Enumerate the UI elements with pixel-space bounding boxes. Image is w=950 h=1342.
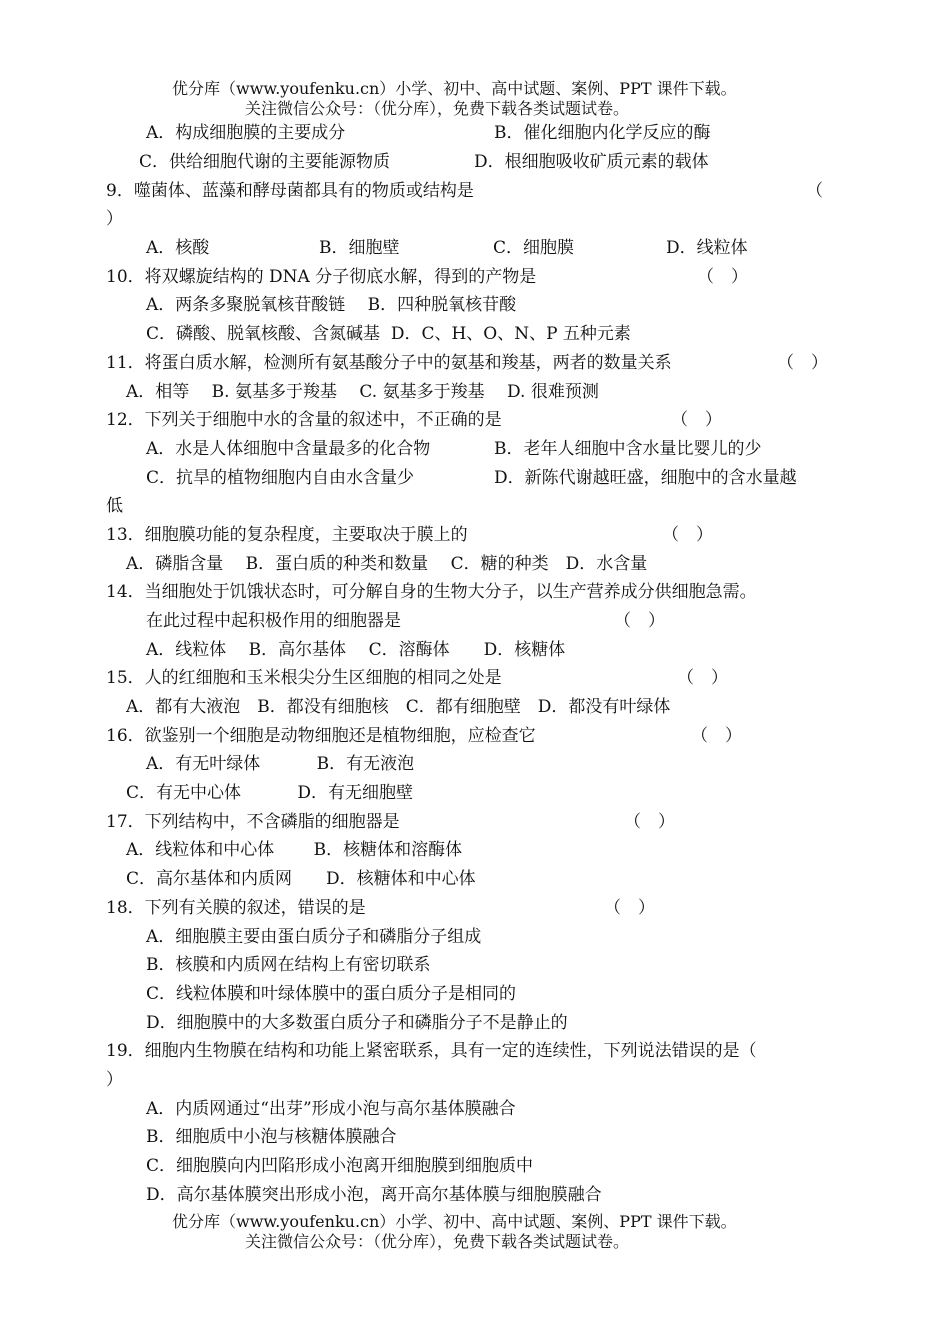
q17-options-line-2: C．高尔基体和内质网 D．核糖体和中心体: [126, 869, 476, 889]
q12-option-d: D．新陈代谢越旺盛，细胞中的含水量越: [494, 468, 797, 488]
q16-options-line-2: C．有无中心体 D．有无细胞壁: [126, 783, 414, 803]
q8-option-c: C．供给细胞代谢的主要能源物质: [139, 152, 391, 172]
q19-stem: 19．细胞内生物膜在结构和功能上紧密联系，具有一定的连续性，下列说法错误的是（: [106, 1041, 757, 1061]
q15-answer-paren: （ ）: [677, 668, 728, 688]
q18-option-c: C．线粒体膜和叶绿体膜中的蛋白质分子是相同的: [146, 984, 517, 1004]
q9-option-c: C．细胞膜: [493, 238, 575, 258]
q19-option-a: A．内质网通过“出芽”形成小泡与高尔基体膜融合: [146, 1099, 516, 1119]
q9-option-b: B．细胞壁: [319, 238, 400, 258]
header-line-2: 关注微信公众号：（优分库），免费下载各类试题试卷。: [245, 99, 630, 118]
q16-answer-paren: （ ）: [691, 726, 742, 746]
q14-options: A．线粒体 B．高尔基体 C．溶酶体 D．核糖体: [146, 640, 566, 660]
q12-option-a: A．水是人体细胞中含量最多的化合物: [146, 439, 431, 459]
q12-stem: 12．下列关于细胞中水的含量的叙述中，不正确的是: [106, 410, 502, 430]
q12-option-c: C．抗旱的植物细胞内自由水含量少: [146, 468, 415, 488]
q17-answer-paren: （ ）: [624, 812, 675, 832]
q12-option-d-wrap: 低: [106, 496, 123, 516]
q16-options-line-1: A．有无叶绿体 B．有无液泡: [146, 754, 415, 774]
header-line-1: 优分库（www.youfenku.cn）小学、初中、高中试题、案例、PPT 课件下载。: [172, 79, 737, 98]
q19-option-c: C．细胞膜向内凹陷形成小泡离开细胞膜到细胞质中: [146, 1156, 534, 1176]
q8-option-b: B．催化细胞内化学反应的酶: [494, 123, 711, 143]
q11-answer-paren: （ ）: [777, 353, 828, 373]
q10-stem: 10．将双螺旋结构的 DNA 分子彻底水解，得到的产物是: [106, 267, 537, 287]
q9-option-a: A．核酸: [146, 238, 210, 258]
q17-options-line-1: A．线粒体和中心体 B．核糖体和溶酶体: [126, 840, 463, 860]
q18-answer-paren: （ ）: [604, 898, 655, 918]
q9-stem: 9．噬菌体、蓝藻和酵母菌都具有的物质或结构是: [106, 181, 474, 201]
q15-options: A．都有大液泡 B．都没有细胞核 C．都有细胞壁 D．都没有叶绿体: [126, 697, 671, 717]
q8-option-a: A．构成细胞膜的主要成分: [146, 123, 346, 143]
q13-options: A．磷脂含量 B．蛋白质的种类和数量 C．糖的种类 D．水含量: [126, 554, 648, 574]
q9-answer-paren-close: ）: [106, 209, 123, 229]
q12-option-b: B．老年人细胞中含水量比婴儿的少: [494, 439, 762, 459]
q19-answer-paren-close: ）: [106, 1070, 123, 1090]
q18-stem: 18．下列有关膜的叙述，错误的是: [106, 898, 366, 918]
q15-stem: 15．人的红细胞和玉米根尖分生区细胞的相同之处是: [106, 668, 502, 688]
q14-stem-line-2: 在此过程中起积极作用的细胞器是: [146, 611, 401, 631]
q10-options-line-1: A．两条多聚脱氧核苷酸链 B．四种脱氧核苷酸: [146, 295, 517, 315]
q10-options-line-2: C．磷酸、脱氧核酸、含氮碱基 D．C、H、O、N、P 五种元素: [146, 324, 631, 344]
q10-answer-paren: （ ）: [697, 267, 748, 287]
q16-stem: 16．欲鉴别一个细胞是动物细胞还是植物细胞，应检查它: [106, 726, 536, 746]
q11-stem: 11．将蛋白质水解，检测所有氨基酸分子中的氨基和羧基，两者的数量关系: [106, 353, 672, 373]
q17-stem: 17．下列结构中，不含磷脂的细胞器是: [106, 812, 400, 832]
q14-answer-paren: （ ）: [614, 611, 665, 631]
q8-option-d: D．根细胞吸收矿质元素的载体: [474, 152, 709, 172]
q13-stem: 13．细胞膜功能的复杂程度，主要取决于膜上的: [106, 525, 468, 545]
q18-option-a: A．细胞膜主要由蛋白质分子和磷脂分子组成: [146, 927, 482, 947]
footer-line-1: 优分库（www.youfenku.cn）小学、初中、高中试题、案例、PPT 课件下载。: [172, 1212, 737, 1231]
q11-options: A．相等 B. 氨基多于羧基 C. 氨基多于羧基 D. 很难预测: [126, 382, 599, 402]
q12-answer-paren: （ ）: [671, 410, 722, 430]
q19-option-d: D．高尔基体膜突出形成小泡，离开高尔基体膜与细胞膜融合: [146, 1185, 602, 1205]
footer-line-2: 关注微信公众号：（优分库），免费下载各类试题试卷。: [245, 1232, 630, 1251]
q18-option-d: D．细胞膜中的大多数蛋白质分子和磷脂分子不是静止的: [146, 1013, 568, 1033]
q14-stem-line-1: 14．当细胞处于饥饿状态时，可分解自身的生物大分子，以生产营养成分供细胞急需。: [106, 582, 757, 602]
q13-answer-paren: （ ）: [662, 525, 713, 545]
q18-option-b: B．核膜和内质网在结构上有密切联系: [146, 955, 431, 975]
q19-option-b: B．细胞质中小泡与核糖体膜融合: [146, 1127, 397, 1147]
q9-answer-paren-open: （: [806, 181, 823, 201]
q9-option-d: D．线粒体: [666, 238, 748, 258]
